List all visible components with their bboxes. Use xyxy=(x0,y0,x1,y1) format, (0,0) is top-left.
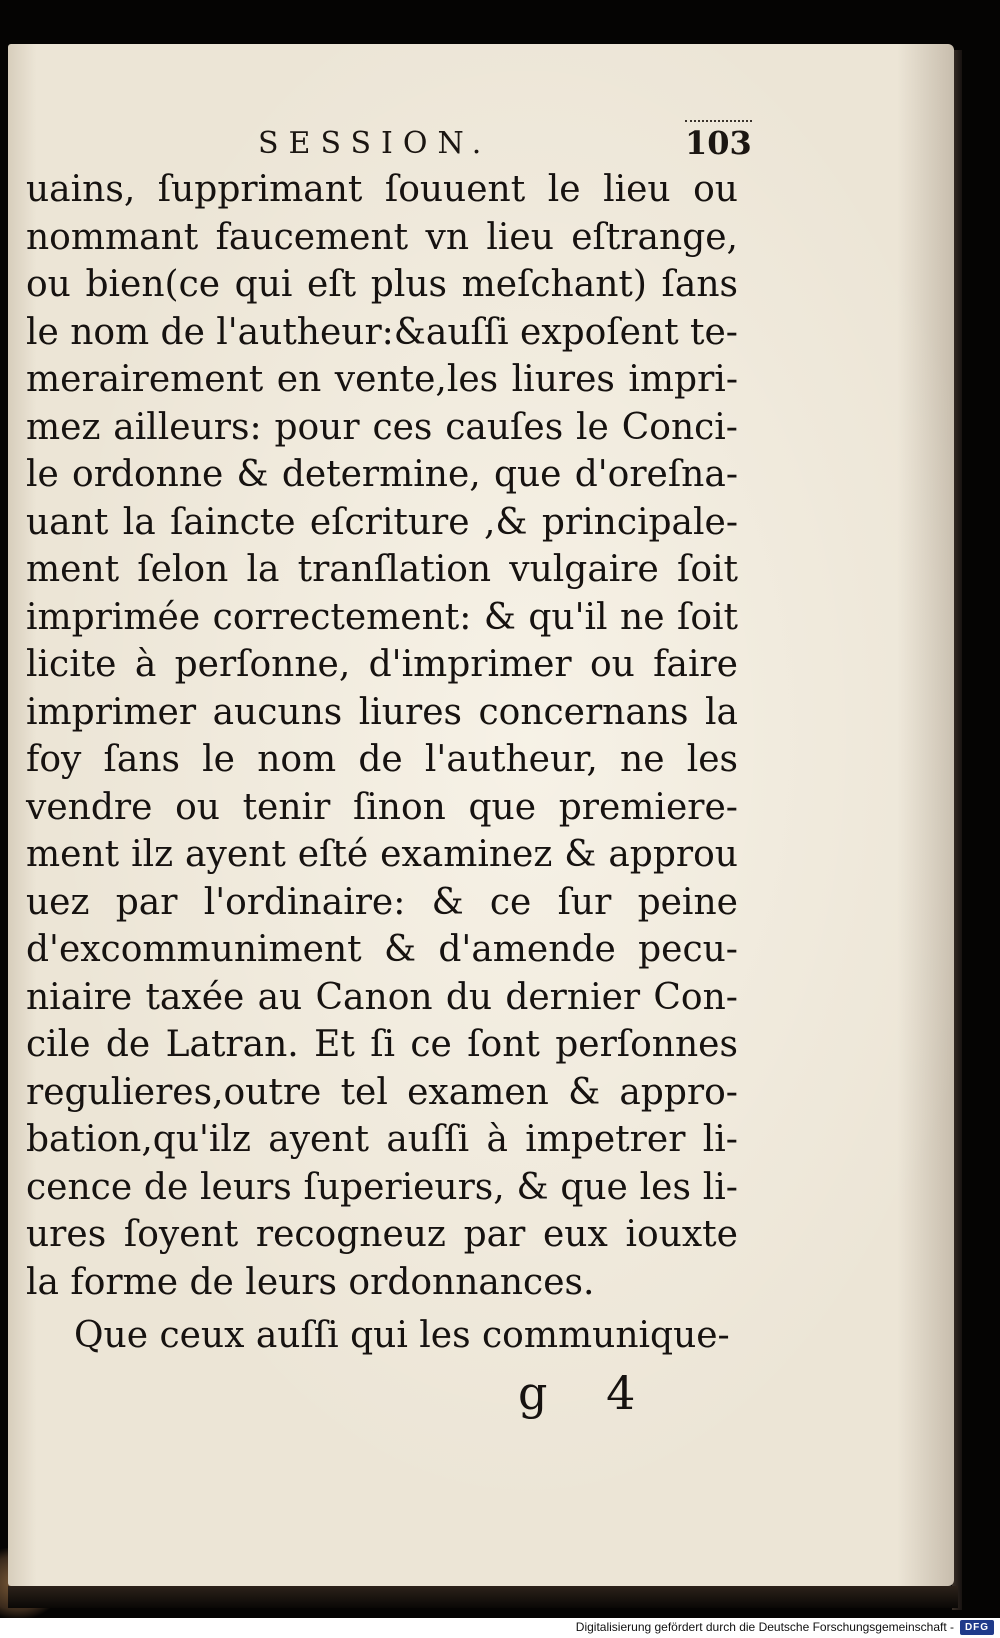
text-line: imprimée correctement: & qu'il ne ſoit xyxy=(26,596,738,638)
text-line: cence de leurs ſuperieurs, & que les li- xyxy=(26,1166,738,1208)
text-line: licite à perſonne, d'imprimer ou faire xyxy=(26,644,738,685)
text-line: bation,qu'ilz ayent auſſi à impetrer li- xyxy=(26,1119,738,1160)
text-line: ment ſelon la tranſlation vulgaire ſoit xyxy=(26,549,738,590)
text-line: d'excommuniment & d'amende pecu- xyxy=(26,929,738,970)
text-line: le ordonne & determine, que d'oreſna- xyxy=(26,454,738,495)
text-line: ou bien(ce qui eſt plus meſchant) ſans xyxy=(26,264,738,305)
text-line: cile de Latran. Et ſi ce ſont perſonnes xyxy=(26,1024,738,1065)
running-head xyxy=(0,116,1000,166)
book-bottom-edge xyxy=(8,1586,958,1608)
text-line: imprimer aucuns liures concernans la xyxy=(26,691,738,733)
digitization-footer xyxy=(0,1618,1000,1638)
dfg-logo: DFG xyxy=(960,1620,994,1635)
funding-credit: Digitalisierung gefördert durch die Deutsche Forschungsgemeinschaft - xyxy=(575,1620,954,1634)
text-line: vendre ou tenir ſinon que premiere- xyxy=(26,786,738,828)
text-line: la forme de leurs ordonnances. xyxy=(26,1261,595,1303)
body-text xyxy=(26,166,738,1360)
signature-mark: g 4 xyxy=(518,1366,658,1420)
text-line: uez par l'ordinaire: & ce ſur peine xyxy=(26,881,738,923)
text-line: foy ſans le nom de l'autheur, ne les xyxy=(26,739,738,780)
text-line: uains, ſupprimant ſouuent le lieu ou xyxy=(26,169,738,210)
running-head-title: SESSION. xyxy=(258,126,492,161)
text-line: ures ſoyent recogneuz par eux iouxte xyxy=(26,1214,738,1255)
page-number: 103 xyxy=(685,120,752,162)
text-line: merairement en vente,les liures impri- xyxy=(26,359,738,400)
text-line: regulieres,outre tel examen & appro- xyxy=(26,1071,738,1113)
text-line: nommant faucement vn lieu eſtrange, xyxy=(26,216,738,258)
paragraph-start-line: Que ceux auſſi qui les communique- xyxy=(74,1315,730,1356)
text-line: le nom de l'autheur:&auſſi expoſent te- xyxy=(26,311,738,353)
text-line: uant la ſaincte eſcriture ,& principale- xyxy=(26,501,738,543)
text-line: ment ilz ayent eſté examinez & approu xyxy=(26,834,738,875)
text-line: mez ailleurs: pour ces cauſes le Conci- xyxy=(26,406,738,448)
text-line: niaire taxée au Canon du dernier Con- xyxy=(26,976,738,1018)
